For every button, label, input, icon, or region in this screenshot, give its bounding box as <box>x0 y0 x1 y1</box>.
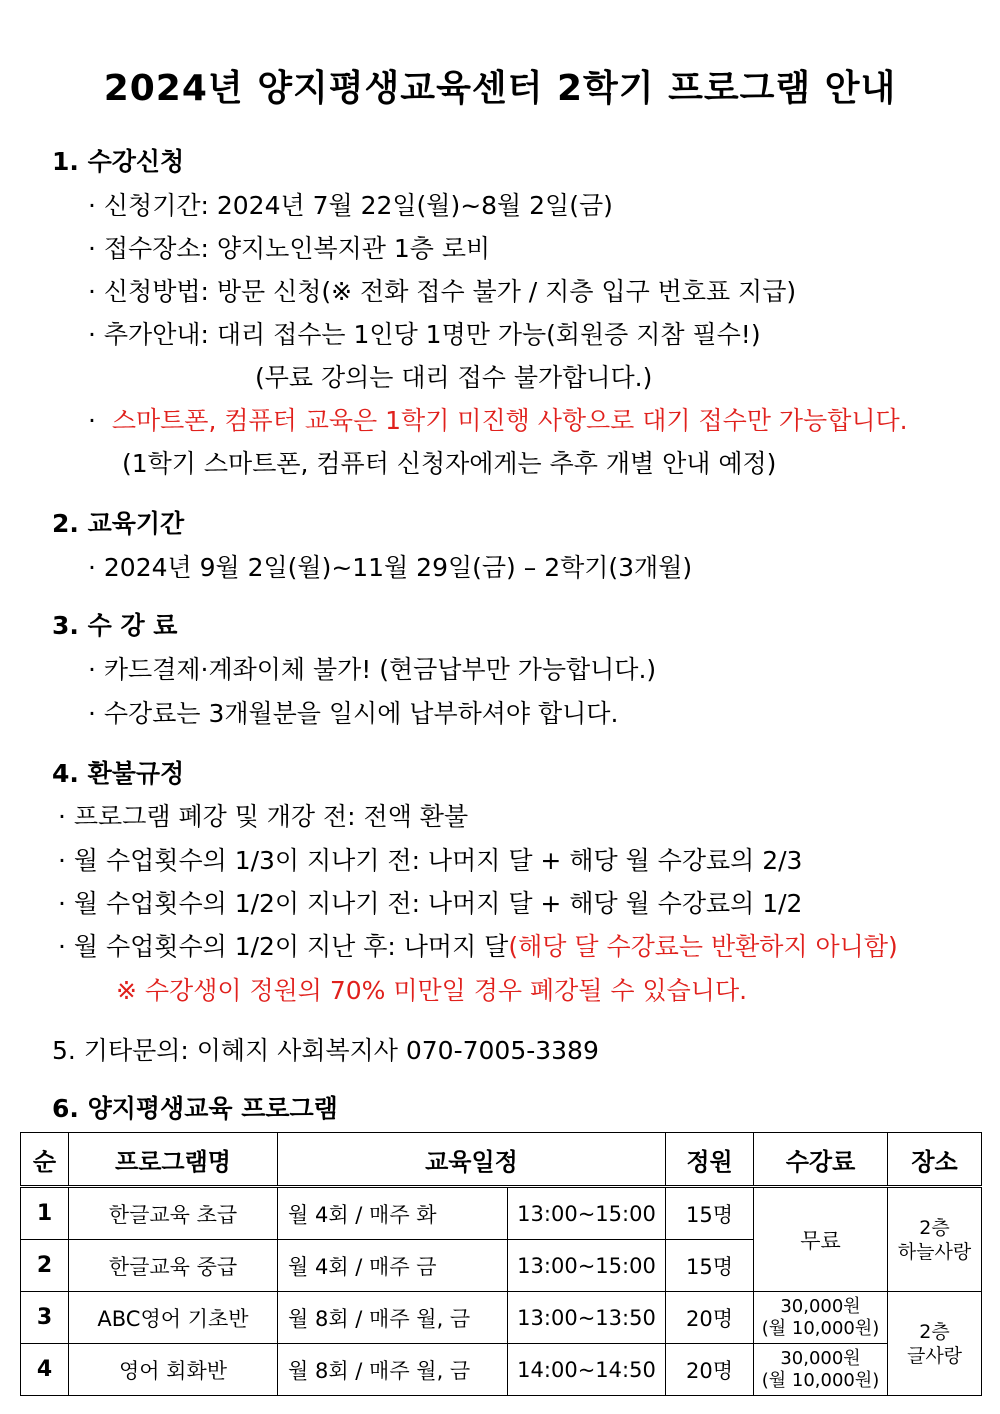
row-capacity: 20명 <box>666 1344 754 1396</box>
row-fee-total: 30,000원 <box>780 1295 861 1317</box>
row-no: 1 <box>21 1187 69 1240</box>
refund-rule-4-red: (해당 달 수강료는 반환하지 아니함) <box>508 932 898 961</box>
place-geul <box>888 1292 982 1396</box>
refund-rule-4 <box>58 927 898 963</box>
program-table <box>20 1132 982 1396</box>
row-program: 한글교육 중급 <box>69 1240 278 1292</box>
apply-period: · 신청기간: 2024년 7월 22일(월)~8월 2일(금) <box>88 191 613 220</box>
notice-line <box>88 401 908 437</box>
refund-rule-3: · 월 수업횟수의 1/2이 지나기 전: 나머지 달 + 해당 월 수강료의 1/2 <box>58 889 803 918</box>
refund-rule-2: · 월 수업횟수의 1/3이 지나기 전: 나머지 달 + 해당 월 수강료의 2/3 <box>58 846 803 875</box>
row-program: 한글교육 초급 <box>69 1187 278 1240</box>
notice-red: 스마트폰, 컴퓨터 교육은 1학기 미진행 사항으로 대기 접수만 가능합니다. <box>111 406 908 435</box>
header-fee: 수강료 <box>754 1133 888 1187</box>
section-3-heading: 3. 수 강 료 <box>52 611 178 640</box>
place-geul-name: 글사랑 <box>906 1344 963 1367</box>
place-haneul <box>888 1187 982 1292</box>
row-days: 월 4회 / 매주 금 <box>278 1240 508 1292</box>
row-fee <box>754 1344 888 1396</box>
header-place: 장소 <box>888 1133 982 1187</box>
apply-method: · 신청방법: 방문 신청(※ 전화 접수 불가 / 지층 입구 번호표 지급) <box>88 277 797 306</box>
notice-bullet: · <box>88 406 96 435</box>
apply-place: · 접수장소: 양지노인복지관 1층 로비 <box>88 234 491 263</box>
table-row <box>21 1187 982 1240</box>
table-header-row <box>21 1133 982 1187</box>
row-time: 14:00~14:50 <box>508 1344 666 1396</box>
row-fee-monthly: (월 10,000원) <box>761 1317 880 1339</box>
section-6-heading: 6. 양지평생교육 프로그램 <box>52 1094 338 1123</box>
header-schedule: 교육일정 <box>278 1133 666 1187</box>
refund-rule-4-text: · 월 수업횟수의 1/2이 지난 후: 나머지 달 <box>58 932 509 961</box>
row-no: 4 <box>21 1344 69 1396</box>
fee-lump-sum-note: · 수강료는 3개월분을 일시에 납부하셔야 합니다. <box>88 699 619 728</box>
row-no: 3 <box>21 1292 69 1344</box>
place-geul-floor: 2층 <box>919 1320 950 1343</box>
row-days: 월 8회 / 매주 월, 금 <box>278 1344 508 1396</box>
row-capacity: 15명 <box>666 1240 754 1292</box>
row-fee-monthly: (월 10,000원) <box>761 1369 880 1391</box>
education-period: · 2024년 9월 2일(월)~11월 29일(금) – 2학기(3개월) <box>88 553 693 582</box>
row-fee <box>754 1292 888 1344</box>
row-program: 영어 회화반 <box>69 1344 278 1396</box>
table-row <box>21 1292 982 1344</box>
notice-followup: (1학기 스마트폰, 컴퓨터 신청자에게는 추후 개별 안내 예정) <box>122 449 777 478</box>
row-time: 13:00~13:50 <box>508 1292 666 1344</box>
header-no: 순 <box>21 1133 69 1187</box>
table-row <box>21 1344 982 1396</box>
row-no: 2 <box>21 1240 69 1292</box>
place-haneul-floor: 2층 <box>919 1216 950 1239</box>
apply-extra: · 추가안내: 대리 접수는 1인당 1명만 가능(회원증 지참 필수!) <box>88 320 761 349</box>
contact-line: 5. 기타문의: 이혜지 사회복지사 070-7005-3389 <box>52 1036 599 1065</box>
row-days: 월 8회 / 매주 월, 금 <box>278 1292 508 1344</box>
section-4-heading: 4. 환불규정 <box>52 759 185 788</box>
row-capacity: 20명 <box>666 1292 754 1344</box>
header-capacity: 정원 <box>666 1133 754 1187</box>
row-fee-total: 30,000원 <box>780 1347 861 1369</box>
header-program: 프로그램명 <box>69 1133 278 1187</box>
row-days: 월 4회 / 매주 화 <box>278 1187 508 1240</box>
row-program: ABC영어 기초반 <box>69 1292 278 1344</box>
fee-free: 무료 <box>754 1187 888 1292</box>
row-capacity: 15명 <box>666 1187 754 1240</box>
place-haneul-name: 하늘사랑 <box>897 1240 972 1263</box>
page-title: 2024년 양지평생교육센터 2학기 프로그램 안내 <box>103 68 897 109</box>
apply-extra-note: (무료 강의는 대리 접수 불가합니다.) <box>255 363 653 392</box>
section-2-heading: 2. 교육기간 <box>52 509 185 538</box>
refund-rule-1: · 프로그램 폐강 및 개강 전: 전액 환불 <box>58 802 469 831</box>
section-1-heading: 1. 수강신청 <box>52 147 185 176</box>
closure-warning: ※ 수강생이 정원의 70% 미만일 경우 폐강될 수 있습니다. <box>116 976 748 1005</box>
row-time: 13:00~15:00 <box>508 1240 666 1292</box>
row-time: 13:00~15:00 <box>508 1187 666 1240</box>
fee-payment-note: · 카드결제·계좌이체 불가! (현금납부만 가능합니다.) <box>88 655 657 684</box>
